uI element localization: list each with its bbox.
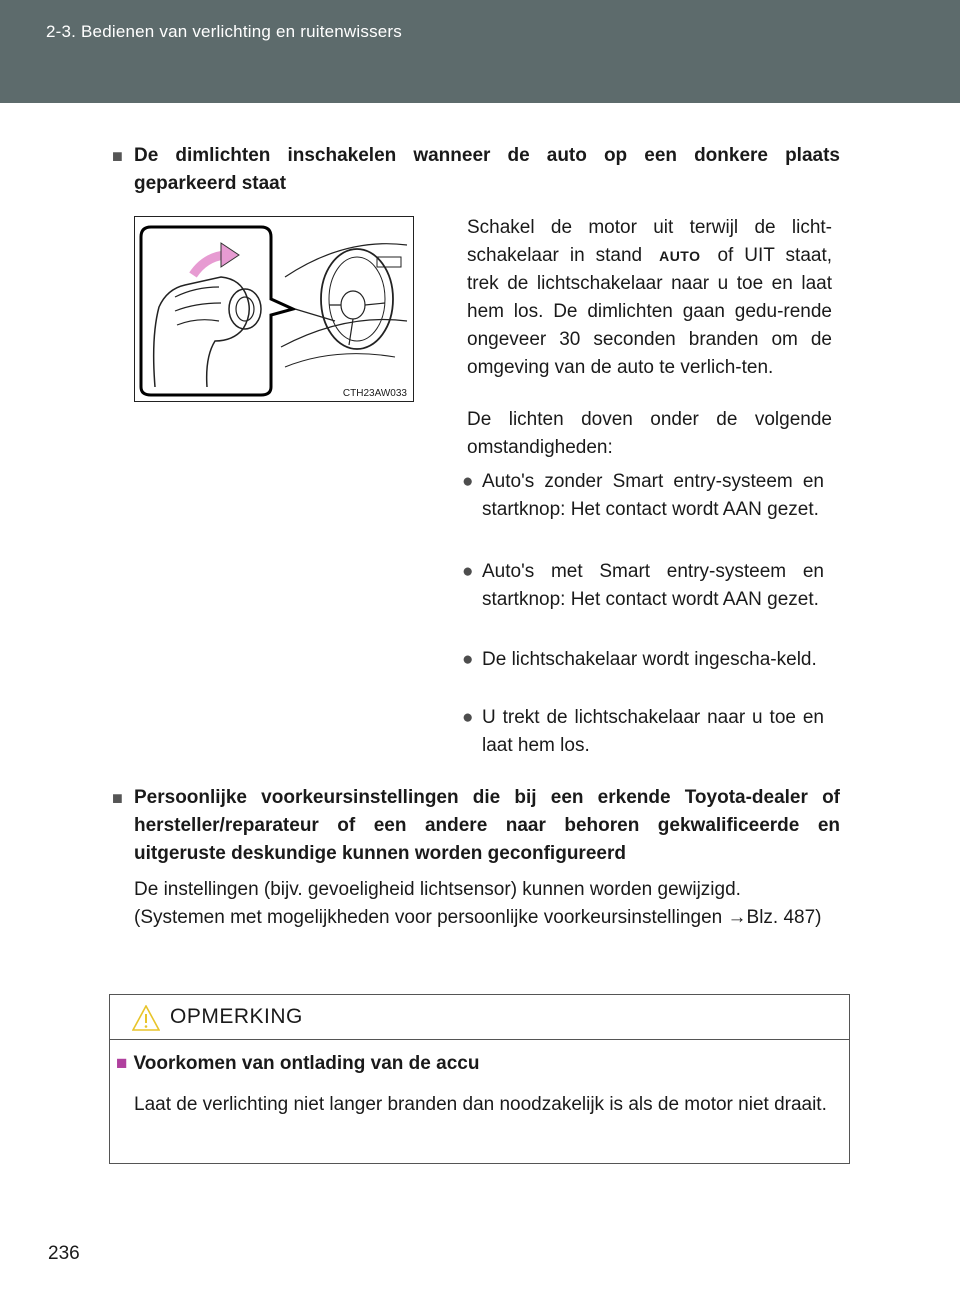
section-heading-preferences: ■ Persoonlijke voorkeursinstellingen die bij een erkende Toyota-dealer of hersteller/reparateur of een andere naar behoren gekwalificeerde en uitgeruste deskundige kunnen worden geconfigureerd — [112, 784, 840, 868]
bullet-dot-icon: ● — [462, 649, 474, 670]
notice-subheading: ■ Voorkomen van ontlading van de accu — [116, 1053, 480, 1074]
square-bullet-icon: ■ — [112, 146, 123, 166]
warning-triangle-icon — [132, 1005, 160, 1031]
bullet-item: ● De lichtschakelaar wordt ingescha-keld. — [462, 646, 824, 674]
bullet-item: ● U trekt de lichtschakelaar naar u toe en laat hem los. — [462, 704, 824, 760]
paragraph-settings: De instellingen (bijv. gevoeligheid lichtsensor) kunnen worden gewijzigd. — [134, 879, 741, 900]
light-switch-illustration — [134, 216, 414, 402]
bullet-dot-icon: ● — [462, 471, 474, 492]
square-bullet-icon: ■ — [116, 1053, 128, 1074]
page-header — [0, 0, 960, 103]
bullet-dot-icon: ● — [462, 707, 474, 728]
notice-text: Laat de verlichting niet langer branden dan noodzakelijk is als de motor niet draait. — [134, 1094, 827, 1115]
bullet-item: ● Auto's met Smart entry-systeem en startknop: Het contact wordt AAN gezet. — [462, 558, 824, 614]
auto-position-icon: AUTO — [659, 248, 701, 264]
chapter-title: 2-3. Bedienen van verlichting en ruitenwissers — [46, 22, 402, 41]
section-heading-dimlights: ■ De dimlichten inschakelen wanneer de auto op een donkere plaats geparkeerd staat — [112, 142, 840, 198]
square-bullet-icon: ■ — [112, 788, 123, 808]
bullet-dot-icon: ● — [462, 561, 474, 582]
notice-header — [110, 995, 849, 1040]
paragraph-instructions: Schakel de motor uit terwijl de licht-schakelaar in stand AUTO of UIT staat, trek de lichtschakelaar naar u toe en laat hem los. De dimlichten gaan gedu-rende ongeveer 30 seconden branden om de omgeving van de auto te verlich-ten. — [467, 217, 833, 378]
paragraph-conditions: De lichten doven onder de volgende omstandigheden: — [467, 409, 832, 458]
figure-code: CTH23AW033 — [342, 388, 407, 399]
page-number: 236 — [48, 1243, 80, 1264]
notice-title: OPMERKING — [170, 1005, 303, 1028]
paragraph-reference: (Systemen met mogelijkheden voor persoonlijke voorkeursinstellingen →Blz. 487) — [134, 907, 822, 928]
bullet-item: ● Auto's zonder Smart entry-systeem en startknop: Het contact wordt AAN gezet. — [462, 468, 824, 524]
notice-box — [109, 994, 850, 1164]
hand-pulling-switch-icon — [135, 217, 413, 401]
